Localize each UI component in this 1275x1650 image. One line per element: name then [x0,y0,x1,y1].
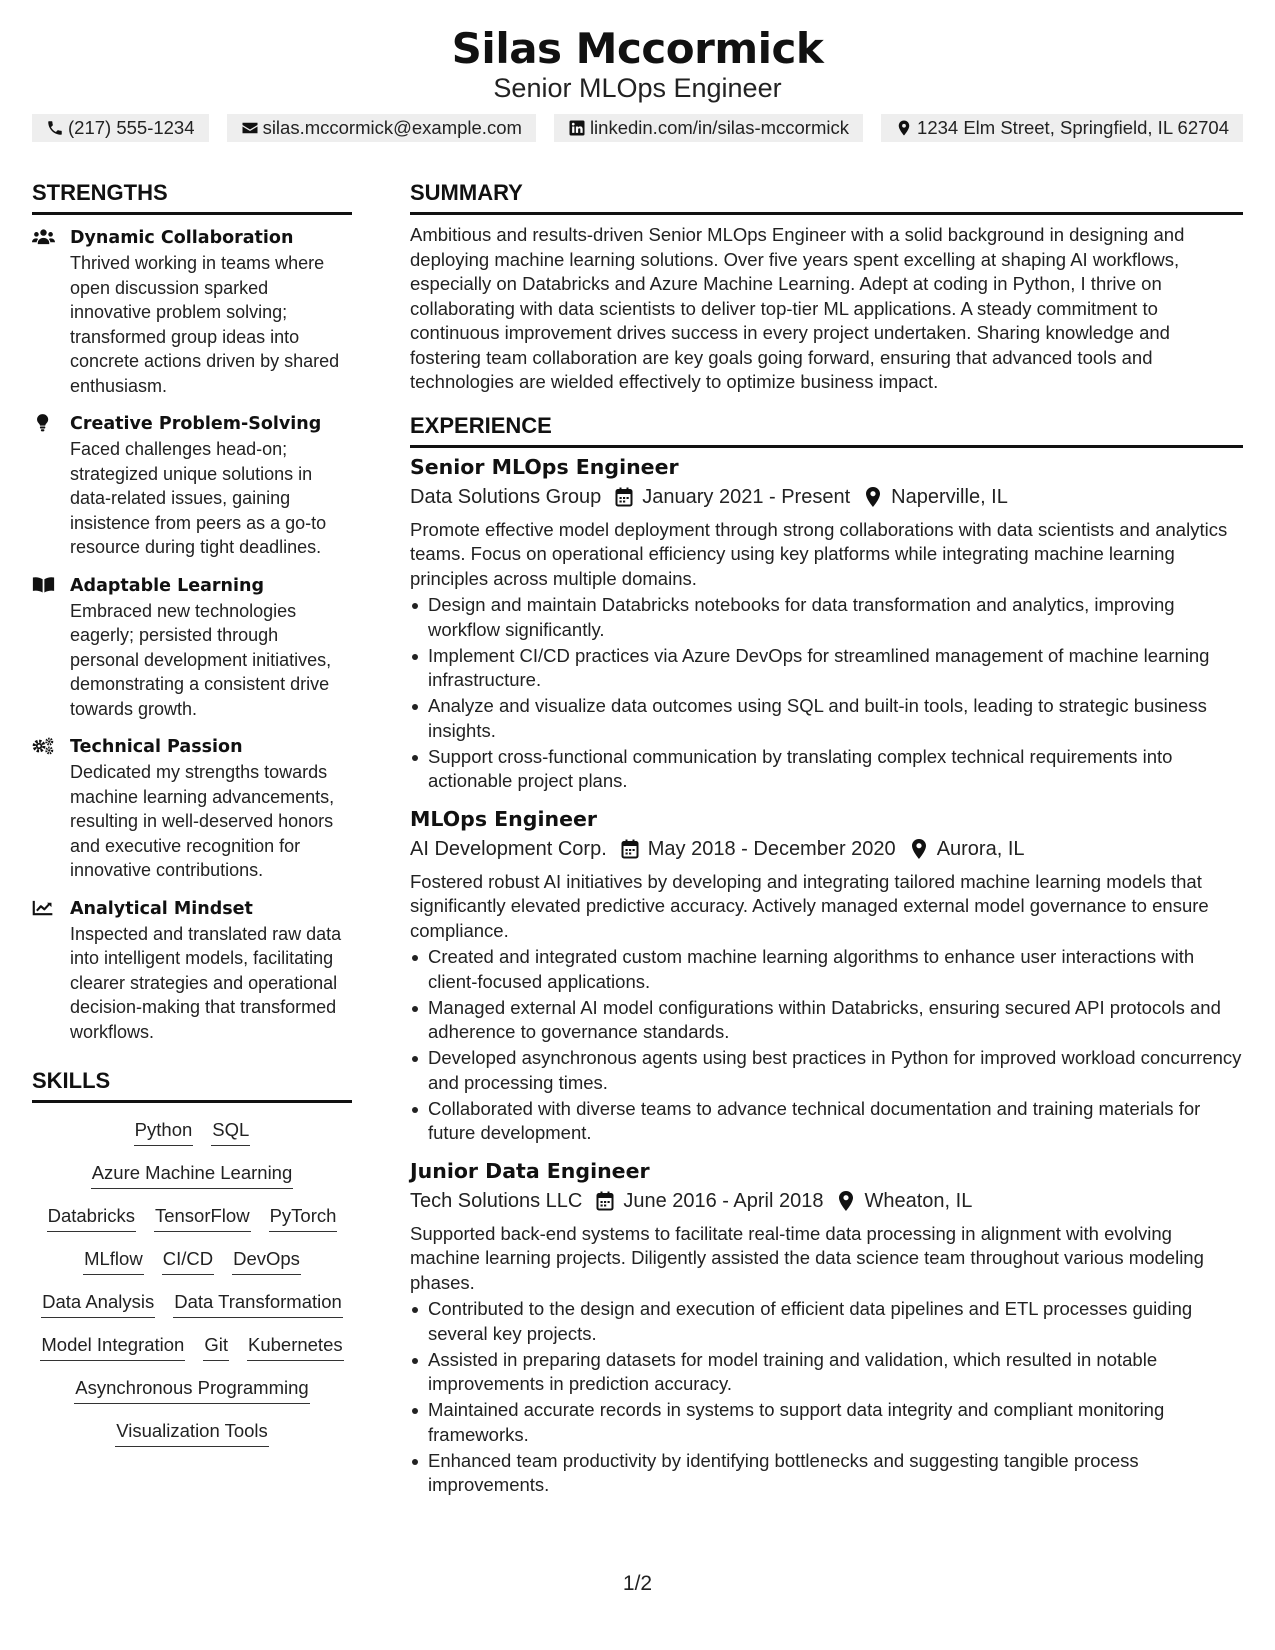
strength-desc: Dedicated my strengths towards machine learning advancements, resulting in well-deserved honors and executive recognition for innovative contributions. [70,762,335,880]
contact-bar [32,114,1243,142]
bullet-item: Analyze and visualize data outcomes using SQL and built-in tools, leading to strategic business insights. [410,694,1243,743]
right-column [410,178,1243,1508]
phone-icon [46,119,64,137]
bullet-item: Enhanced team productivity by identifying bottlenecks and suggesting tangible process improvements. [410,1449,1243,1498]
skills-section [32,1066,352,1447]
strength-item [32,896,352,1045]
skill-row [32,1203,352,1232]
strength-name: Adaptable Learning [70,575,264,596]
job-meta [410,482,1243,512]
job-bullets [410,593,1243,794]
strength-item [32,734,352,883]
map-pin-icon [895,119,913,137]
bullet-item: Assisted in preparing datasets for model training and validation, which resulted in notable improvements in prediction accuracy. [410,1348,1243,1397]
skill-row [32,1418,352,1447]
skill-tag: Data Analysis [41,1289,155,1318]
strength-desc: Faced challenges head-on; strategized unique solutions in data-related issues, gaining insistence from peers as a go-to resource during tight deadlines. [70,439,327,557]
linkedin-icon [568,119,586,137]
contact-phone[interactable] [32,114,209,142]
job-company: AI Development Corp. [410,837,607,860]
skill-tag: Azure Machine Learning [91,1160,294,1189]
job-description: Fostered robust AI initiatives by developing and integrating tailored machine learning models that significantly elevated predictive accuracy. Actively managed external model governance to ensure compliance. [410,870,1209,941]
skill-row [32,1332,352,1361]
skill-tag: CI/CD [162,1246,214,1275]
calendar-icon [621,839,639,859]
strength-name: Analytical Mindset [70,898,253,919]
skill-row [32,1246,352,1275]
job-location: Aurora, IL [936,837,1025,860]
line-chart-icon [32,898,55,918]
skills-heading: SKILLS [32,1066,352,1103]
page-number: 1/2 [622,1572,653,1595]
candidate-name: Silas Mccormick [451,24,824,73]
bullet-item: Implement CI/CD practices via Azure DevOps for streamlined management of machine learning infrastructure. [410,644,1243,693]
job-dates: June 2016 - April 2018 [623,1189,824,1212]
bullet-item: Collaborated with diverse teams to advance technical documentation and training materials for future development. [410,1097,1243,1146]
email-text: silas.mccormick@example.com [262,117,522,138]
job-company: Data Solutions Group [410,485,602,508]
skill-row [32,1160,352,1189]
skill-tag: Visualization Tools [115,1418,269,1447]
calendar-icon [596,1191,614,1211]
skill-tag: TensorFlow [154,1203,251,1232]
job-description: Supported back-end systems to facilitate real-time data processing in alignment with evolving machine learning projects. Diligently assisted the data science team throughout various modeling phases. [410,1222,1204,1293]
strength-item [32,411,352,560]
skill-tag: SQL [211,1117,250,1146]
skill-row [32,1289,352,1318]
candidate-title: Senior MLOps Engineer [493,73,782,103]
skill-tag: Model Integration [40,1332,185,1361]
lightbulb-icon [32,413,55,433]
bullet-item: Developed asynchronous agents using best practices in Python for improved workload concurrency and processing times. [410,1046,1243,1095]
job-title: Junior Data Engineer [410,1158,650,1183]
strength-item [32,225,352,398]
linkedin-text: linkedin.com/in/silas-mccormick [589,117,849,138]
skill-tag: MLflow [83,1246,144,1275]
skill-tag: Git [203,1332,229,1361]
phone-text: (217) 555-1234 [68,117,195,138]
experience-heading: EXPERIENCE [410,411,1243,448]
bullet-item: Created and integrated custom machine learning algorithms to enhance user interactions with client-focused applications. [410,945,1243,994]
summary-heading: SUMMARY [410,178,1243,215]
job-bullets [410,945,1243,1146]
bullet-item: Support cross-functional communication by translating complex technical requirements into actionable project plans. [410,745,1243,794]
strengths-heading: STRENGTHS [32,178,352,215]
strength-desc: Thrived working in teams where open discussion sparked innovative problem solving; transformed group ideas into concrete actions driven by shared enthusiasm. [70,253,340,396]
job-entry [410,1156,1243,1498]
strength-name: Technical Passion [70,737,243,757]
book-icon [32,575,55,595]
bullet-item: Maintained accurate records in systems to support data integrity and compliant monitoring frameworks. [410,1398,1243,1447]
skill-tag: Databricks [47,1203,136,1232]
strength-name: Creative Problem-Solving [70,414,322,434]
strength-desc: Embraced new technologies eagerly; persisted through personal development initiatives, demonstrating a consistent drive towards growth. [70,600,332,719]
bullet-item: Design and maintain Databricks notebooks for data transformation and analytics, improving workflow significantly. [410,593,1243,642]
contact-address[interactable] [881,114,1243,142]
map-pin-icon [837,1191,855,1211]
job-entry [410,452,1243,794]
calendar-icon [615,487,633,507]
job-dates: January 2021 - Present [642,485,851,508]
map-pin-icon [864,487,882,507]
job-title: Senior MLOps Engineer [410,454,679,479]
gears-icon [32,736,55,756]
job-dates: May 2018 - December 2020 [647,837,896,860]
map-pin-icon [910,839,928,859]
skill-tag: Python [134,1117,194,1146]
job-title: MLOps Engineer [410,806,597,831]
job-meta [410,834,1243,864]
skill-tag: DevOps [232,1246,301,1275]
job-meta [410,1186,1243,1216]
bullet-item: Managed external AI model configurations within Databricks, ensuring secured API protocols and adherence to governance standards. [410,996,1243,1045]
job-bullets [410,1297,1243,1498]
skill-tag: Asynchronous Programming [74,1375,309,1404]
contact-linkedin[interactable] [554,114,863,142]
job-entry [410,804,1243,1146]
skill-row [32,1375,352,1404]
skill-tag: Data Transformation [173,1289,343,1318]
job-location: Wheaton, IL [864,1189,973,1212]
job-location: Naperville, IL [891,485,1008,508]
strength-desc: Inspected and translated raw data into intelligent models, facilitating clearer strategies and operational decision-making that transformed workflows. [70,923,342,1042]
job-company: Tech Solutions LLC [410,1189,583,1212]
skill-tag: PyTorch [269,1203,338,1232]
skill-tag: Kubernetes [247,1332,344,1361]
address-text: 1234 Elm Street, Springfield, IL 62704 [917,117,1229,138]
skill-row [32,1117,352,1146]
left-column [32,178,352,1461]
contact-email[interactable] [227,114,536,142]
strength-name: Dynamic Collaboration [70,228,294,248]
users-icon [32,227,55,247]
bullet-item: Contributed to the design and execution of efficient data pipelines and ETL processes guiding several key projects. [410,1297,1243,1346]
strength-item [32,573,352,722]
job-description: Promote effective model deployment through strong collaborations with data scientists and analytics teams. Focus on operational efficiency using key platforms while integrating machine learning principles across multiple domains. [410,518,1228,589]
envelope-icon [241,119,259,137]
summary-text: Ambitious and results-driven Senior MLOps Engineer with a solid background in designing and deploying machine learning solutions. Over five years spent excelling at shaping AI workflows, especially on Databricks and Azure Machine Learning. Adept at coding in Python, I thrive on collaborating with data scientists to deliver top-tier ML applications. A steady commitment to continuous improvement drives success in every project undertaken. Sharing knowledge and fostering team collaboration are key goals going forward, ensuring that advanced tools and technologies are wielded effectively to optimize business impact. [410,224,1185,392]
